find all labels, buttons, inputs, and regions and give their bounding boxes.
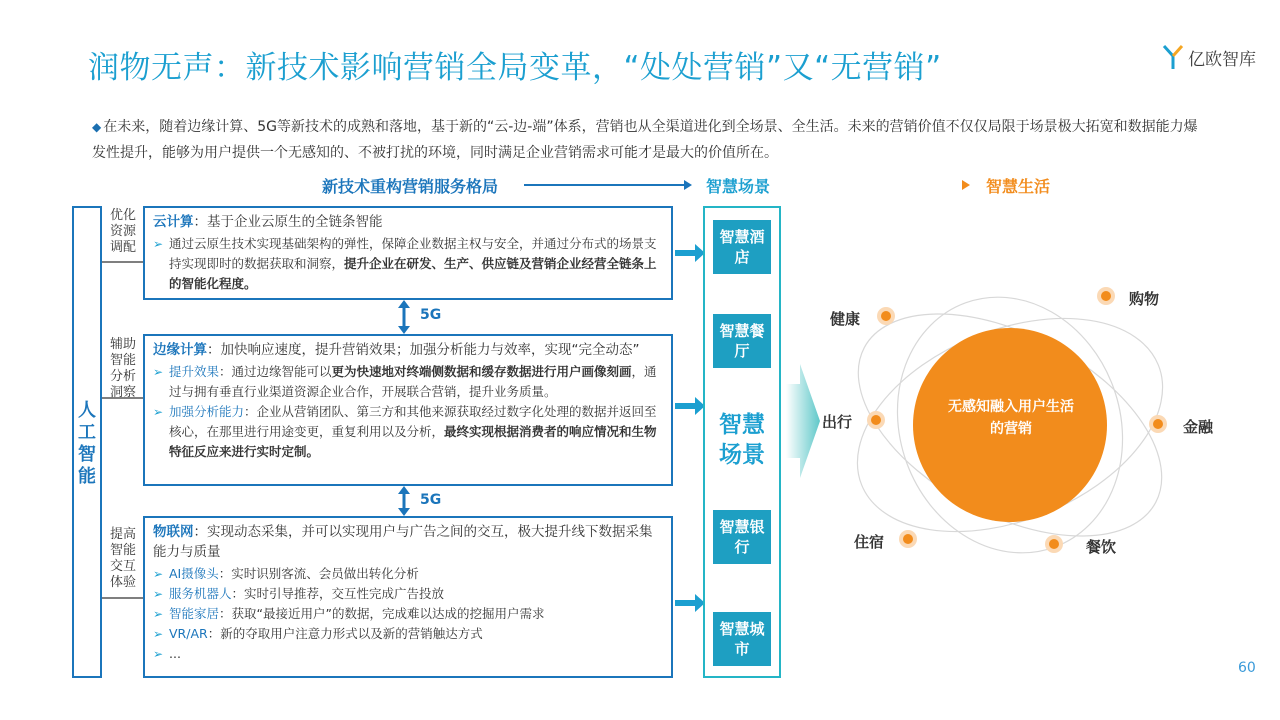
edge-item-1-keyword: 提升效果 xyxy=(169,364,220,379)
page-title: 润物无声：新技术影响营销全局变革，“处处营销”又“无营销” xyxy=(88,50,942,86)
logo-mark-icon xyxy=(1162,44,1184,70)
chevron-right-icon: ➢ xyxy=(153,405,164,419)
edge-name: 边缘计算 xyxy=(153,342,207,358)
double-arrow-icon xyxy=(396,486,412,516)
iot-name: 物联网 xyxy=(153,524,194,540)
side-label-optimize: 优化资源调配 xyxy=(109,208,136,255)
flow-stage-3: 智慧生活 xyxy=(986,177,1051,196)
orbit-label-health: 健康 xyxy=(830,310,861,328)
iot-item xyxy=(153,564,663,584)
iot-item-keyword: 服务机器人 xyxy=(169,586,232,601)
page-number: 60 xyxy=(1238,660,1256,676)
iot-heading xyxy=(153,522,663,562)
double-arrow-icon xyxy=(396,300,412,334)
5g-label-2: 5G xyxy=(420,492,442,508)
iot-item-text: ：新的夺取用户注意力形式以及新的营销触达方式 xyxy=(207,626,483,641)
panel-to-scene-arrows xyxy=(673,230,707,630)
cloud-detail-text: 通过云原生技术实现基础架构的弹性，保障企业数据主权与安全，并通过分布式的场景支持实现即时的数据获取和洞察， xyxy=(169,236,657,271)
edge-heading xyxy=(153,340,663,360)
logo-text: 亿欧智库 xyxy=(1188,49,1256,70)
iot-item-keyword: VR/AR xyxy=(169,626,208,641)
flow-stage-2: 智慧场景 xyxy=(706,177,771,196)
scene-smart-bank: 智慧银行 xyxy=(713,510,771,564)
edge-item-2 xyxy=(153,402,663,462)
iot-panel xyxy=(143,516,673,678)
orbit-label-shopping: 购物 xyxy=(1129,290,1160,308)
edge-item-2-bold: 最终实现根据消费者的响应情况和生物特征反应来进行实时定制。 xyxy=(169,424,657,459)
edge-item-2-keyword: 加强分析能力 xyxy=(169,404,245,419)
side-bracket-lines xyxy=(100,206,146,678)
ai-label xyxy=(72,400,102,488)
edge-item-1-text-2: ，通过与拥有垂直行业渠道资源企业合作，开展联合营销，提升业务质量。 xyxy=(169,364,657,399)
cloud-computing-panel xyxy=(143,206,673,300)
chevron-right-icon: ➢ xyxy=(153,587,164,601)
iot-item-text: ：获取“最接近用户”的数据，完成难以达成的挖掘用户需求 xyxy=(219,606,545,621)
iot-item xyxy=(153,604,663,624)
orbit-label-travel: 出行 xyxy=(822,413,853,431)
edge-item-1-bold: 更为快速地对终端侧数据和缓存数据进行用户画像刻画 xyxy=(331,364,632,379)
chevron-right-icon: ➢ xyxy=(153,237,164,251)
cloud-name: 云计算 xyxy=(153,214,194,230)
smart-scenes-big-text: 智慧场景 xyxy=(719,412,765,468)
scene-to-life-arrow xyxy=(786,364,820,478)
cloud-heading xyxy=(153,212,663,232)
flow-header xyxy=(0,172,1280,198)
iot-item xyxy=(153,624,663,644)
iot-item-text: ：实时识别客流、会员做出转化分析 xyxy=(218,566,419,581)
ai-label-text: 人工智能 xyxy=(78,400,96,487)
iot-desc: ：实现动态采集，并可以实现用户与广告之间的交互，极大提升线下数据采集能力与质量 xyxy=(153,524,653,560)
intro-paragraph xyxy=(92,114,1202,166)
chevron-right-icon: ➢ xyxy=(153,647,164,661)
iot-item xyxy=(153,584,663,604)
flow-arrow-1 xyxy=(524,176,694,194)
iot-item xyxy=(153,644,663,664)
flow-arrow-2 xyxy=(796,176,972,194)
edge-desc: ：加快响应速度，提升营销效果；加强分析能力与效率，实现“完全动态” xyxy=(207,342,640,358)
edge-computing-panel xyxy=(143,334,673,486)
orbit-label-dining: 餐饮 xyxy=(1086,538,1117,556)
edge-item-1-text: ：通过边缘智能可以 xyxy=(219,364,332,379)
orbit-label-lodging: 住宿 xyxy=(854,533,885,551)
scene-smart-restaurant: 智慧餐厅 xyxy=(713,314,771,368)
chevron-right-icon: ➢ xyxy=(153,365,164,379)
cloud-detail xyxy=(153,234,663,294)
5g-label-1: 5G xyxy=(420,307,442,323)
intro-text: 在未来，随着边缘计算、5G等新技术的成熟和落地，基于新的“云-边-端”体系，营销也从全渠道进化到全场景、全生活。未来的营销价值不仅仅局限于场景极大拓宽和数据能力爆发性提升，能够为用户提供一个无感知的、不被打扰的环境，同时满足企业营销需求可能才是最大的价值所在。 xyxy=(92,119,1198,161)
iot-item-keyword: 智能家居 xyxy=(169,606,220,621)
chevron-right-icon: ➢ xyxy=(153,607,164,621)
center-text xyxy=(916,396,1106,440)
iot-item-keyword: AI摄像头 xyxy=(169,566,219,581)
iot-item-text: ：实时引导推荐，交互性完成广告投放 xyxy=(231,586,445,601)
smart-scenes-big-label xyxy=(704,410,780,470)
chevron-right-icon: ➢ xyxy=(153,567,164,581)
edge-item-2-text: ：企业从营销团队、第三方和其他来源获取经过数字化处理的数据并返回至核心，在那里进行用途变更，重复利用以及分析， xyxy=(169,404,657,439)
side-label-analysis: 辅助智能分析洞察 xyxy=(109,337,136,400)
cloud-detail-bold: 提升企业在研发、生产、供应链及营销企业经营全链条上的智能化程度。 xyxy=(169,256,657,291)
cloud-desc: ：基于企业云原生的全链条智能 xyxy=(193,214,383,230)
orbit-label-finance: 金融 xyxy=(1183,418,1214,436)
edge-item-1 xyxy=(153,362,663,402)
brand-logo xyxy=(1162,44,1256,70)
diamond-bullet-icon: ◆ xyxy=(92,120,102,134)
center-text-content: 无感知融入用户生活的营销 xyxy=(948,399,1074,437)
side-label-interaction: 提高智能交互体验 xyxy=(109,527,136,590)
scene-smart-city: 智慧城市 xyxy=(713,612,771,666)
iot-item-text: ... xyxy=(169,646,181,661)
scene-smart-hotel: 智慧酒店 xyxy=(713,220,771,274)
chevron-right-icon: ➢ xyxy=(153,627,164,641)
flow-stage-1: 新技术重构营销服务格局 xyxy=(322,177,499,196)
